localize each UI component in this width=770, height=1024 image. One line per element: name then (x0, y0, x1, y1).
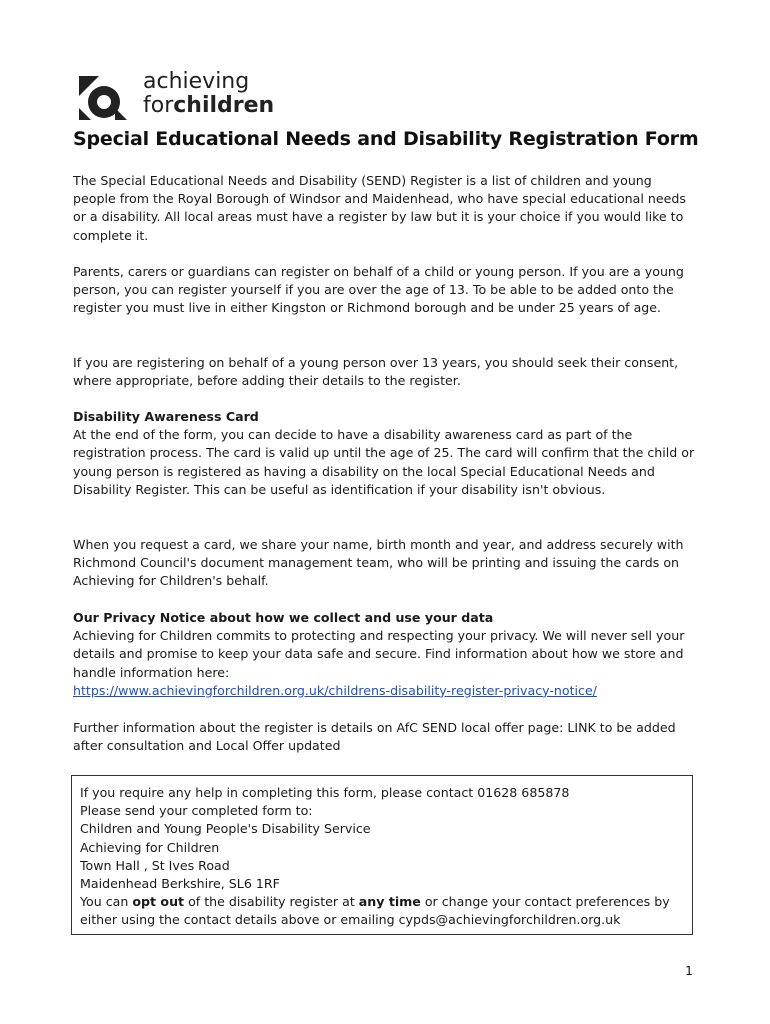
card-section-paragraph-1: At the end of the form, you can decide to have a disability awareness card as part of the registration process. The card is valid up until the age of 25. The card will confirm that the child or young person is registered as having a disability on the local Special Educational Needs and Disability Register. This can be useful as identification if your disability isn't obvious. (73, 427, 695, 497)
logo-line-2-prefix: for (143, 93, 174, 118)
card-section (73, 408, 697, 499)
contact-line-3: Children and Young People's Disability Service (80, 821, 371, 837)
contact-line-5: Town Hall , St Ives Road (80, 857, 230, 873)
contact-line-6: Maidenhead Berkshire, SL6 1RF (80, 876, 280, 892)
privacy-section-paragraph: Achieving for Children commits to protecting and respecting your privacy. We will never sell your details and promise to keep your data safe and secure. Find information about how we store and handle information here: (73, 628, 685, 680)
privacy-section-heading: Our Privacy Notice about how we collect and use your data (73, 610, 494, 625)
intro-paragraph-3: If you are registering on behalf of a young person over 13 years, you should seek their consent, where appropriate, before adding their details to the register. (73, 355, 679, 389)
intro-paragraph-2: Parents, carers or guardians can register on behalf of a child or young person. If you are a young person, you can register yourself if you are over the age of 13. To be able to be added onto the register you must live in either Kingston or Richmond borough and be under 25 years of age. (73, 264, 684, 316)
contact-line-4: Achieving for Children (80, 839, 220, 855)
achieving-for-children-logo-icon (77, 74, 129, 122)
contact-line-1: If you require any help in completing this form, please contact 01628 685878 (80, 785, 570, 800)
intro-paragraph-1: The Special Educational Needs and Disability (SEND) Register is a list of children and young people from the Royal Borough of Windsor and Maidenhead, who have special educational needs or a disability. All local areas must have a register by law but it is your choice if you would like to complete it. (73, 173, 686, 243)
card-section-heading: Disability Awareness Card (73, 409, 259, 424)
privacy-notice-link[interactable]: https://www.achievingforchildren.org.uk/childrens-disability-register-privacy-notice/ (73, 682, 597, 698)
contact-box (71, 775, 693, 935)
logo-line-1: achieving (143, 69, 250, 94)
page-title: Special Educational Needs and Disability Registration Form (73, 128, 699, 150)
privacy-section (73, 609, 697, 700)
contact-line-2: Please send your completed form to: (80, 803, 313, 819)
logo-line-2-bold: children (173, 93, 275, 118)
logo (77, 70, 307, 125)
page-number: 1 (685, 963, 694, 978)
card-section-paragraph-2: When you request a card, we share your name, birth month and year, and address securely with Richmond Council's document management team, who will be printing and issuing the cards on Achieving for Children's behalf. (73, 537, 684, 589)
further-info-paragraph: Further information about the register is details on AfC SEND local offer page: LINK to be added after consultation and Local Offer updated (73, 720, 676, 754)
opt-out-text: You can opt out of the disability register at any time or change your contact preferences by either using the contact details above or emailing cypds@achievingforchildren.org.uk (80, 894, 670, 928)
